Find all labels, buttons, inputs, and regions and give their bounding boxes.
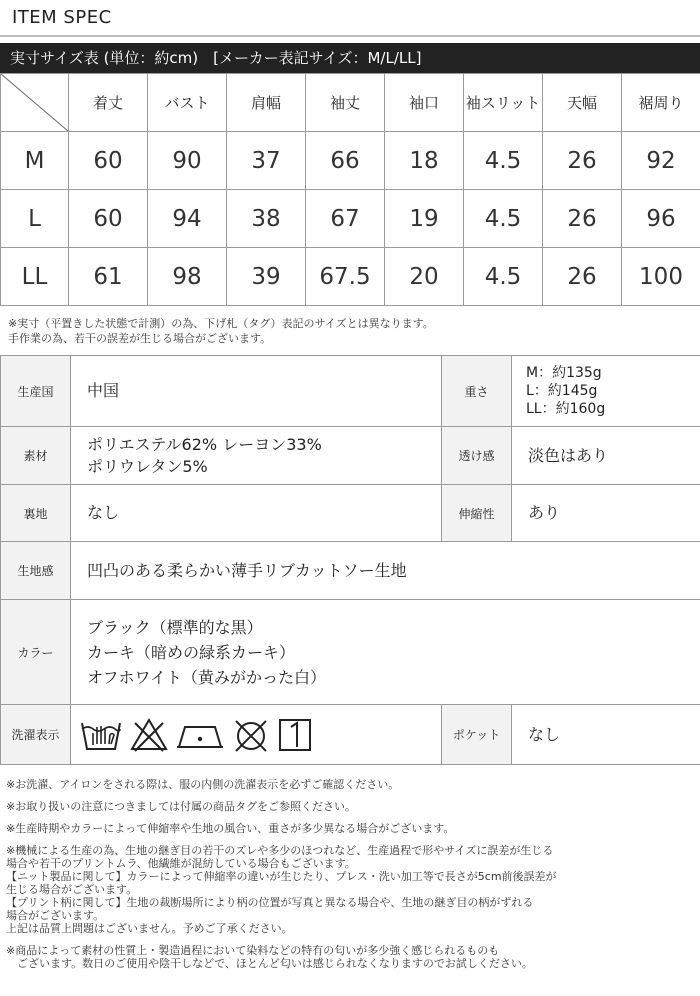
pocket-value: なし bbox=[512, 705, 700, 765]
size-value: 20 bbox=[385, 248, 464, 306]
size-value: 26 bbox=[543, 132, 622, 190]
pocket-label: ポケット bbox=[442, 705, 512, 765]
spec-table bbox=[0, 355, 700, 765]
size-value: 96 bbox=[622, 190, 700, 248]
weight-value: LL：約160g bbox=[526, 401, 606, 417]
size-value: 4.5 bbox=[464, 248, 543, 306]
care-note-line: 場合や若干のプリントムラ、他繊維が混紡している場合もございます。 bbox=[6, 857, 356, 870]
size-value: 39 bbox=[227, 248, 306, 306]
care-note-line: 上記は品質上問題はございません。予めご了承ください。 bbox=[6, 922, 293, 935]
size-value: 94 bbox=[148, 190, 227, 248]
sheer-label: 透け感 bbox=[442, 427, 512, 485]
size-value: 98 bbox=[148, 248, 227, 306]
care-note-line: 【ニット製品に関して】カラーによって伸縮率の違いが生じたり、プレス・洗い加工等で長さが5cm前後誤差が bbox=[6, 870, 557, 883]
spec-row-texture bbox=[1, 542, 700, 600]
size-value: 90 bbox=[148, 132, 227, 190]
spec-row-lining-stretch bbox=[1, 485, 700, 542]
size-value: 60 bbox=[69, 132, 148, 190]
column-header: 袖スリット bbox=[464, 74, 543, 132]
size-note-line: ※実寸（平置きした状態で計測）の為、下げ札（タグ）表記のサイズとは異なります。 bbox=[8, 317, 434, 330]
column-header: 着丈 bbox=[69, 74, 148, 132]
item-spec-header bbox=[0, 0, 700, 38]
material-label: 素材 bbox=[1, 427, 71, 485]
color-label: カラー bbox=[1, 600, 71, 705]
column-header: 袖丈 bbox=[306, 74, 385, 132]
size-value: 37 bbox=[227, 132, 306, 190]
care-note-line: ※お洗濯、アイロンをされる際は、服の内側の洗濯表示を必ずご確認ください。 bbox=[6, 778, 400, 791]
size-value: 60 bbox=[69, 190, 148, 248]
size-value: 19 bbox=[385, 190, 464, 248]
origin-value: 中国 bbox=[71, 356, 442, 427]
no-tumble-dry-icon bbox=[231, 717, 271, 753]
care-notes bbox=[6, 778, 696, 970]
material-values bbox=[71, 427, 442, 485]
color-value: カーキ（暗めの緑系カーキ） bbox=[87, 642, 296, 662]
size-value: 38 bbox=[227, 190, 306, 248]
low-iron-icon bbox=[175, 717, 225, 753]
size-label: M bbox=[1, 132, 69, 190]
column-header: バスト bbox=[148, 74, 227, 132]
size-value: 61 bbox=[69, 248, 148, 306]
size-row-l bbox=[1, 190, 700, 248]
wash-symbols bbox=[71, 717, 441, 753]
size-value: 18 bbox=[385, 132, 464, 190]
care-note-line: ※商品によって素材の性質上・製造過程において染料などの特有の匂いが多少強く感じられるものも bbox=[6, 944, 500, 957]
stretch-value: あり bbox=[512, 485, 700, 542]
size-notes bbox=[8, 316, 434, 346]
section-title: ITEM SPEC bbox=[12, 7, 112, 28]
size-value: 4.5 bbox=[464, 132, 543, 190]
hand-wash-icon bbox=[79, 717, 123, 753]
size-label: L bbox=[1, 190, 69, 248]
care-note-line: ※お取り扱いの注意につきましては付属の商品タグをご参照ください。 bbox=[6, 800, 356, 813]
size-value: 26 bbox=[543, 190, 622, 248]
size-value: 67.5 bbox=[306, 248, 385, 306]
column-header: 裾周り bbox=[622, 74, 700, 132]
size-table-header-row bbox=[1, 74, 700, 132]
column-header: 肩幅 bbox=[227, 74, 306, 132]
material-value: ポリウレタン5% bbox=[87, 456, 208, 476]
origin-label: 生産国 bbox=[1, 356, 71, 427]
column-header: 袖口 bbox=[385, 74, 464, 132]
texture-label: 生地感 bbox=[1, 542, 71, 600]
size-table-caption: 実寸サイズ表 (単位：約cm) [メーカー表記サイズ：M/L/LL] bbox=[0, 43, 700, 73]
size-value: 4.5 bbox=[464, 190, 543, 248]
column-header: 天幅 bbox=[543, 74, 622, 132]
line-dry-icon bbox=[277, 717, 313, 753]
care-note-line: 場合がございます。 bbox=[6, 909, 105, 922]
size-value: 67 bbox=[306, 190, 385, 248]
color-value: ブラック（標準的な黒） bbox=[87, 617, 263, 637]
size-value: 92 bbox=[622, 132, 700, 190]
care-note-line: 【プリント柄に関して】生地の裁断場所により柄の位置が写真と異なる場合や、生地の継ぎ目の柄がずれる bbox=[6, 896, 534, 909]
stretch-label: 伸縮性 bbox=[442, 485, 512, 542]
size-value: 100 bbox=[622, 248, 700, 306]
no-bleach-icon bbox=[129, 717, 169, 753]
lining-value: なし bbox=[71, 485, 442, 542]
color-value: オフホワイト（黄みがかった白） bbox=[87, 667, 327, 687]
size-table bbox=[0, 73, 700, 306]
care-note-line: ございます。数日のご使用や陰干しなどで、ほとんど匂いは感じられなくなりますのでお試しください。 bbox=[6, 957, 533, 970]
wash-label: 洗濯表示 bbox=[1, 705, 71, 765]
sheer-value: 淡色はあり bbox=[512, 427, 700, 485]
care-note-line: ※機械による生産の為、生地の継ぎ目の若干のズレや多少のほつれなど、生産過程で形やサイズに誤差が生じる bbox=[6, 844, 554, 857]
size-value: 26 bbox=[543, 248, 622, 306]
weight-value: L：約145g bbox=[526, 383, 598, 399]
spec-row-material-sheer bbox=[1, 427, 700, 485]
size-row-m bbox=[1, 132, 700, 190]
size-row-ll bbox=[1, 248, 700, 306]
header-divider bbox=[0, 35, 700, 37]
texture-value: 凹凸のある柔らかい薄手リブカットソー生地 bbox=[71, 542, 700, 600]
diagonal-corner-cell bbox=[1, 74, 69, 132]
care-note-line: ※生産時期やカラーによって伸縮率や生地の風合い、重さが多少異なる場合がございます。 bbox=[6, 822, 455, 835]
wash-symbols-cell bbox=[71, 705, 442, 765]
weight-values bbox=[512, 356, 700, 427]
lining-label: 裏地 bbox=[1, 485, 71, 542]
spec-row-origin-weight bbox=[1, 356, 700, 427]
spec-row-color bbox=[1, 600, 700, 705]
size-note-line: 手作業の為、若干の誤差が生じる場合がございます。 bbox=[8, 332, 272, 345]
size-label: LL bbox=[1, 248, 69, 306]
color-values bbox=[71, 600, 700, 705]
spec-row-wash-pocket bbox=[1, 705, 700, 765]
care-note-line: 生じる場合がございます。 bbox=[6, 883, 138, 896]
material-value: ポリエステル62% レーヨン33% bbox=[87, 434, 322, 454]
size-value: 66 bbox=[306, 132, 385, 190]
weight-label: 重さ bbox=[442, 356, 512, 427]
weight-value: M：約135g bbox=[526, 365, 602, 381]
